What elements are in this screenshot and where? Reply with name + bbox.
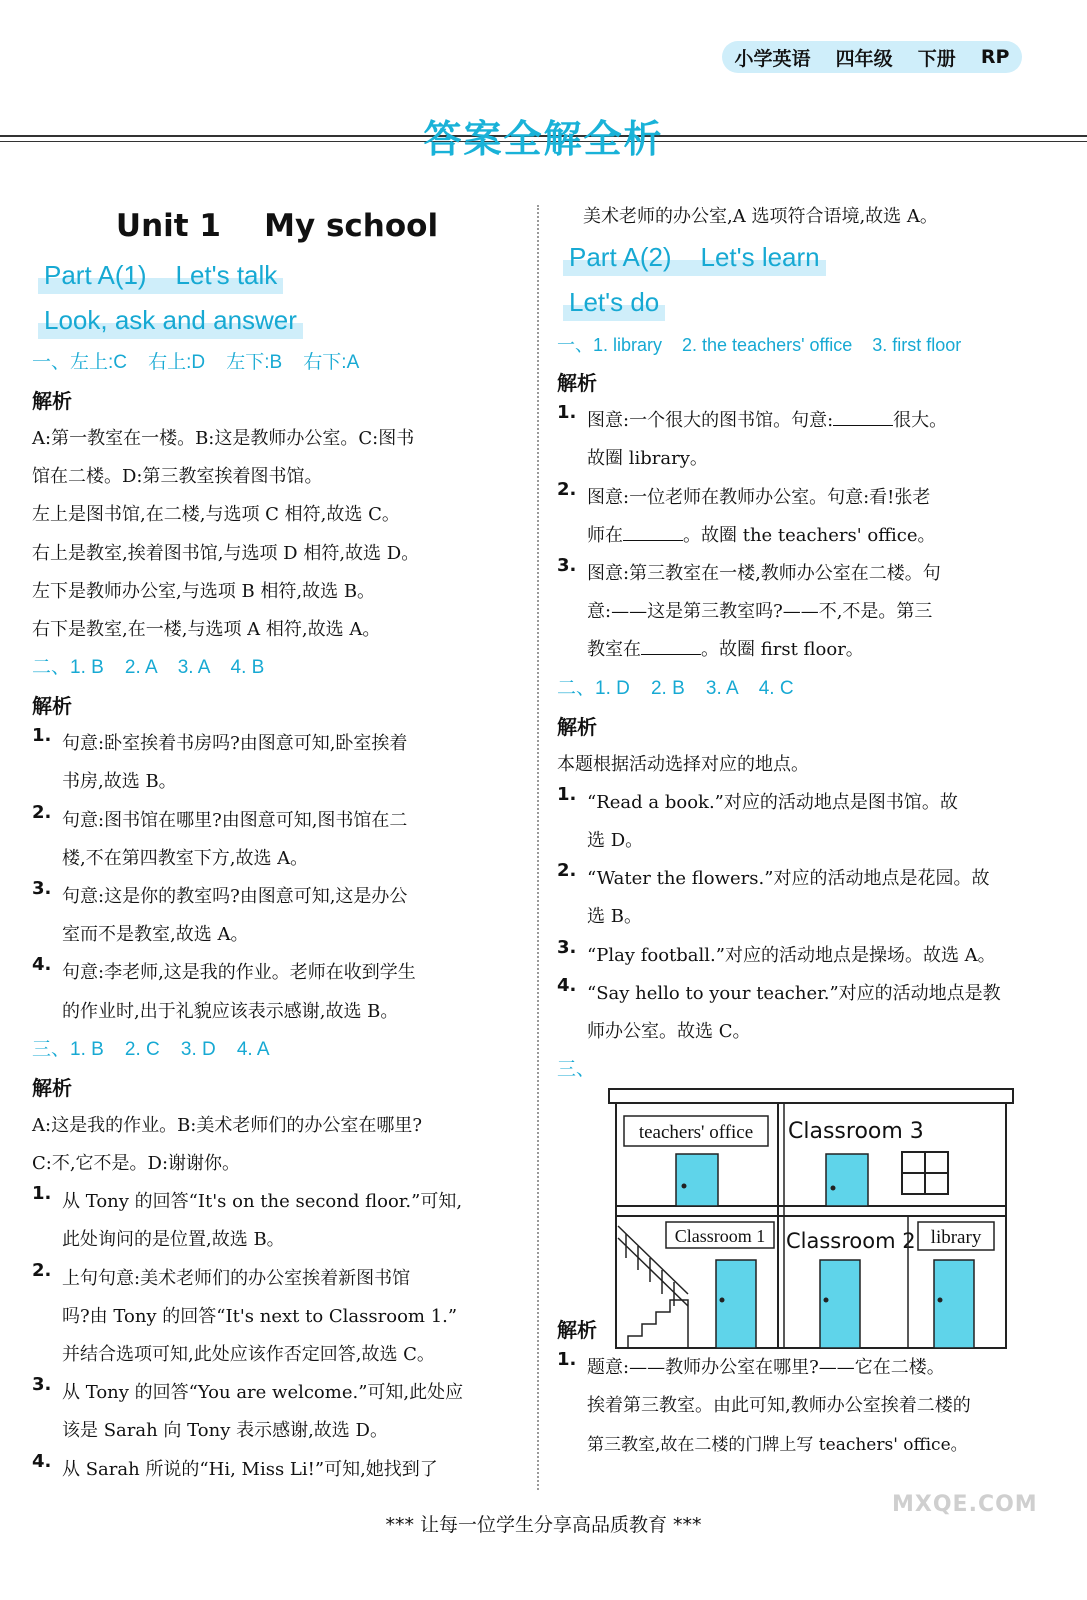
door: [820, 1260, 860, 1348]
floor-slab: [616, 1206, 1006, 1216]
item-number: 3.: [32, 878, 52, 900]
text-line: 室而不是教室,故选 A。: [62, 924, 249, 946]
text-line: 馆在二楼。D:第三教室挨着图书馆。: [32, 466, 323, 488]
item-number: 3.: [557, 936, 577, 958]
header-tag: [722, 41, 1022, 73]
room-sign-text: teachers' office: [638, 1122, 754, 1143]
text-span: 教室在: [587, 639, 641, 661]
analysis-label: 解析: [32, 1075, 72, 1100]
list-item: [557, 784, 1047, 860]
section-heading: Part A(2) Let's learn: [563, 240, 826, 276]
text-line: [587, 631, 1047, 669]
item-number: 4.: [557, 974, 577, 996]
section-heading: Let's do: [563, 285, 665, 321]
answer-blank: [833, 407, 893, 426]
analysis-label: 解析: [32, 694, 72, 719]
list-item: [32, 1183, 522, 1259]
text-line: 选 D。: [587, 830, 644, 852]
text-line: 从 Tony 的回答“You are welcome.”可知,此处应: [62, 1382, 464, 1404]
item-number: 2.: [557, 860, 577, 882]
list-item: [32, 1260, 522, 1375]
text-line: 图意:一位老师在教师办公室。句意:看!张老: [587, 486, 931, 508]
text-line: 右下是教室,在一楼,与选项 A 相符,故选 A。: [32, 619, 381, 641]
room-sign-text: library: [930, 1227, 982, 1248]
list-item: [557, 555, 1047, 670]
text-line: 左上是图书馆,在二楼,与选项 C 相符,故选 C。: [32, 504, 400, 526]
text-span: 师在: [587, 524, 623, 546]
list-item: [557, 479, 1047, 555]
text-line: 句意:图书馆在哪里?由图意可知,图书馆在二: [62, 809, 408, 831]
column-divider: [537, 205, 539, 1490]
text-line: “Play football.”对应的活动地点是操场。故选 A。: [587, 944, 996, 966]
list-item: [32, 725, 522, 801]
text-line: 题意:——教师办公室在哪里?——它在二楼。: [587, 1357, 945, 1379]
item-number: 2.: [32, 801, 52, 823]
text-line: “Water the flowers.”对应的活动地点是花园。故: [587, 868, 990, 890]
text-line: 的作业时,出于礼貌应该表示感谢,故选 B。: [62, 1000, 399, 1022]
text-line: 第三教室,故在二楼的门牌上写 teachers' office。: [587, 1434, 968, 1455]
tag-volume: 下册: [917, 47, 956, 70]
list-item: [557, 937, 1047, 975]
text-line: “Read a book.”对应的活动地点是图书馆。故: [587, 791, 958, 813]
text-line: 此处询问的是位置,故选 B。: [62, 1229, 285, 1251]
door-knob: [682, 1184, 687, 1189]
text-line: 句意:李老师,这是我的作业。老师在收到学生: [62, 962, 416, 984]
door-knob: [720, 1298, 725, 1303]
list-item: [557, 860, 1047, 936]
analysis-label: 解析: [557, 371, 597, 396]
item-number: 1.: [557, 402, 577, 424]
section-heading: Part A(1) Let's talk: [38, 258, 283, 294]
item-number: 1.: [557, 783, 577, 805]
text-line: 美术老师的办公室,A 选项符合语境,故选 A。: [583, 206, 938, 227]
answer-line: 三、: [557, 1059, 596, 1081]
text-line: 左下是教师办公室,与选项 B 相符,故选 B。: [32, 580, 376, 602]
text-line: [587, 517, 1047, 555]
analysis-label: 解析: [32, 389, 72, 413]
text-line: 句意:卧室挨着书房吗?由图意可知,卧室挨着: [62, 733, 408, 755]
text-line: A:这是我的作业。B:美术老师们的办公室在哪里?: [32, 1114, 423, 1136]
answer-blank: [623, 522, 683, 541]
page-footer: *** 让每一位学生分享高品质教育 ***: [385, 1514, 702, 1536]
list-item: [32, 1374, 522, 1450]
text-line: 师办公室。故选 C。: [587, 1021, 751, 1043]
analysis-label: 解析: [557, 1318, 597, 1343]
room-label: Classroom 3: [788, 1119, 924, 1144]
room-sign-text: Classroom 1: [674, 1226, 766, 1246]
text-line: 吗?由 Tony 的回答“It's next to Classroom 1.”: [62, 1305, 458, 1327]
answer-blank: [641, 636, 701, 655]
text-line: A:第一教室在一楼。B:这是教师办公室。C:图书: [32, 428, 415, 449]
list-item: [32, 1451, 522, 1489]
text-line: 图意:第三教室在一楼,教师办公室在二楼。句: [587, 563, 941, 585]
list-item: [32, 954, 522, 1030]
analysis-label: 解析: [557, 714, 597, 739]
text-span: 图意:一个很大的图书馆。句意:: [587, 410, 834, 432]
answer-line: 三、1. B 2. C 3. D 4. A: [32, 1038, 270, 1060]
list-item: [32, 802, 522, 878]
text-line: 右上是教室,挨着图书馆,与选项 D 相符,故选 D。: [32, 542, 420, 564]
door: [826, 1154, 868, 1206]
door: [676, 1154, 718, 1206]
tag-subject: 小学英语: [734, 47, 811, 70]
tag-edition: RP: [980, 46, 1010, 68]
door-knob: [824, 1298, 829, 1303]
section-heading: Look, ask and answer: [38, 303, 303, 339]
text-line: 从 Tony 的回答“It's on the second floor.”可知,: [62, 1191, 463, 1213]
text-line: “Say hello to your teacher.”对应的活动地点是教: [587, 982, 1001, 1004]
item-number: 3.: [557, 555, 577, 577]
text-line: 挨着第三教室。由此可知,教师办公室挨着二楼的: [587, 1395, 971, 1417]
text-span: 。故圈 the teachers' office。: [683, 524, 936, 546]
room-label: Classroom 2: [786, 1229, 916, 1253]
unit-title: Unit 1 My school: [115, 208, 439, 244]
text-line: 意:——这是第三教室吗?——不,不是。第三: [587, 601, 933, 623]
text-line: 选 B。: [587, 906, 642, 928]
item-number: 4.: [32, 954, 52, 976]
text-line: 句意:这是你的教室吗?由图意可知,这是办公: [62, 886, 408, 908]
list-item: [557, 402, 1047, 478]
list-item: [557, 1349, 1047, 1464]
door-knob: [831, 1186, 836, 1191]
answer-line: 二、1. D 2. B 3. A 4. C: [557, 677, 794, 699]
text-line: 楼,不在第四教室下方,故选 A。: [62, 847, 309, 869]
text-span: 很大。: [893, 410, 948, 432]
text-line: 故圈 library。: [587, 448, 708, 470]
answer-line: 二、1. B 2. A 3. A 4. B: [32, 657, 265, 679]
text-line: 本题根据活动选择对应的地点。: [557, 753, 809, 775]
text-span: 。故圈 first floor。: [701, 639, 864, 661]
text-line: 从 Sarah 所说的“Hi, Miss Li!”可知,她找到了: [62, 1458, 438, 1480]
item-number: 2.: [557, 478, 577, 500]
door-knob: [938, 1298, 943, 1303]
item-number: 2.: [32, 1259, 52, 1281]
text-line: 该是 Sarah 向 Tony 表示感谢,故选 D。: [62, 1420, 388, 1442]
list-item: [32, 878, 522, 954]
answer-line: 一、左上:C 右上:D 左下:B 右下:A: [32, 352, 360, 373]
text-line: 书房,故选 B。: [62, 771, 177, 793]
item-number: 4.: [32, 1450, 52, 1472]
item-number: 1.: [557, 1349, 577, 1371]
left-column: [32, 200, 522, 1489]
list-item: [557, 975, 1047, 1051]
school-building-diagram: [608, 1088, 1014, 1350]
page-title: 答案全解全析: [423, 117, 664, 161]
item-number: 1.: [32, 725, 52, 747]
text-line: C:不,它不是。D:谢谢你。: [32, 1153, 241, 1175]
tag-grade: 四年级: [835, 47, 893, 70]
text-line: 上句句意:美术老师们的办公室挨着新图书馆: [62, 1267, 411, 1289]
text-line: 并结合选项可知,此处应该作否定回答,故选 C。: [62, 1344, 435, 1366]
door: [716, 1260, 756, 1348]
item-number: 3.: [32, 1374, 52, 1396]
roof: [609, 1089, 1013, 1103]
item-number: 1.: [32, 1183, 52, 1205]
watermark: MXQE.COM: [892, 1492, 1038, 1517]
text-line: [587, 402, 1047, 440]
answer-line: 一、1. library 2. the teachers' office 3. first floor: [557, 335, 962, 356]
door: [934, 1260, 974, 1348]
